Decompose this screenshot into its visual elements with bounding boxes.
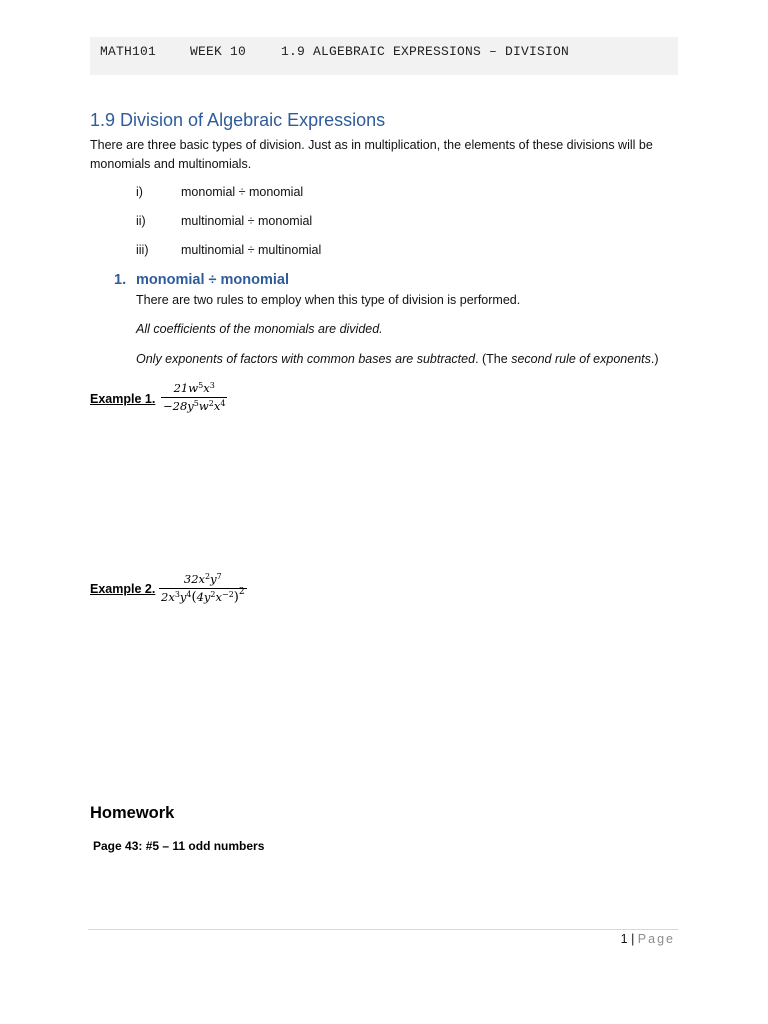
page-footer bbox=[621, 932, 675, 946]
example-2-label: Example 2. bbox=[90, 582, 156, 596]
page-number: 1 bbox=[620, 932, 628, 946]
rule-two-mid: . (The bbox=[475, 352, 512, 366]
document-header bbox=[90, 37, 678, 75]
page-word: Page bbox=[637, 932, 675, 946]
section-heading bbox=[114, 272, 289, 288]
rules-intro: There are two rules to employ when this type of division is performed. bbox=[136, 293, 521, 307]
header-course: MATH101 bbox=[100, 44, 157, 59]
section-heading-text: monomial ÷ monomial bbox=[136, 272, 289, 288]
example-1-label: Example 1. bbox=[90, 392, 156, 406]
section-number: 1. bbox=[114, 272, 127, 288]
rule-two-italic2: second rule of exponents bbox=[511, 352, 651, 366]
example-1-fraction bbox=[161, 381, 227, 413]
page-title: 1.9 Division of Algebraic Expressions bbox=[90, 110, 386, 130]
header-topic: 1.9 ALGEBRAIC EXPRESSIONS – DIVISION bbox=[281, 44, 570, 59]
list-item-text: monomial ÷ monomial bbox=[181, 185, 304, 199]
list-item-text: multinomial ÷ multinomial bbox=[181, 243, 322, 257]
footer-separator: | bbox=[627, 932, 638, 946]
list-item bbox=[136, 185, 303, 199]
homework-assignment: Page 43: #5 – 11 odd numbers bbox=[93, 839, 265, 853]
homework-heading: Homework bbox=[90, 804, 175, 822]
intro-paragraph: There are three basic types of division. Just as in multiplication, the elements of these divisions will be monomials and multinomials. bbox=[90, 138, 653, 171]
rule-two bbox=[136, 352, 659, 366]
list-item-number: i) bbox=[136, 185, 143, 199]
list-item-number: iii) bbox=[136, 243, 149, 257]
fraction-denominator: $2x^3y^4(4y^2x^{-2})^2$ bbox=[161, 587, 245, 605]
fraction-bar bbox=[159, 588, 247, 589]
fraction-bar bbox=[161, 397, 227, 398]
list-item-number: ii) bbox=[136, 214, 146, 228]
footer-divider bbox=[88, 929, 678, 930]
list-item bbox=[136, 243, 321, 257]
rule-two-italic: Only exponents of factors with common bases are subtracted bbox=[136, 352, 476, 366]
rule-one: All coefficients of the monomials are divided. bbox=[136, 322, 383, 336]
fraction-numerator: $32x^2y^7$ bbox=[183, 572, 222, 586]
list-item-text: multinomial ÷ monomial bbox=[181, 214, 313, 228]
list-item bbox=[136, 214, 312, 228]
header-week: WEEK 10 bbox=[190, 44, 247, 59]
example-2-fraction bbox=[159, 572, 247, 605]
fraction-denominator: $-28y^5w^2x^4$ bbox=[163, 399, 226, 413]
rule-two-end: .) bbox=[650, 352, 659, 366]
fraction-numerator: $21w^5x^3$ bbox=[173, 381, 215, 395]
